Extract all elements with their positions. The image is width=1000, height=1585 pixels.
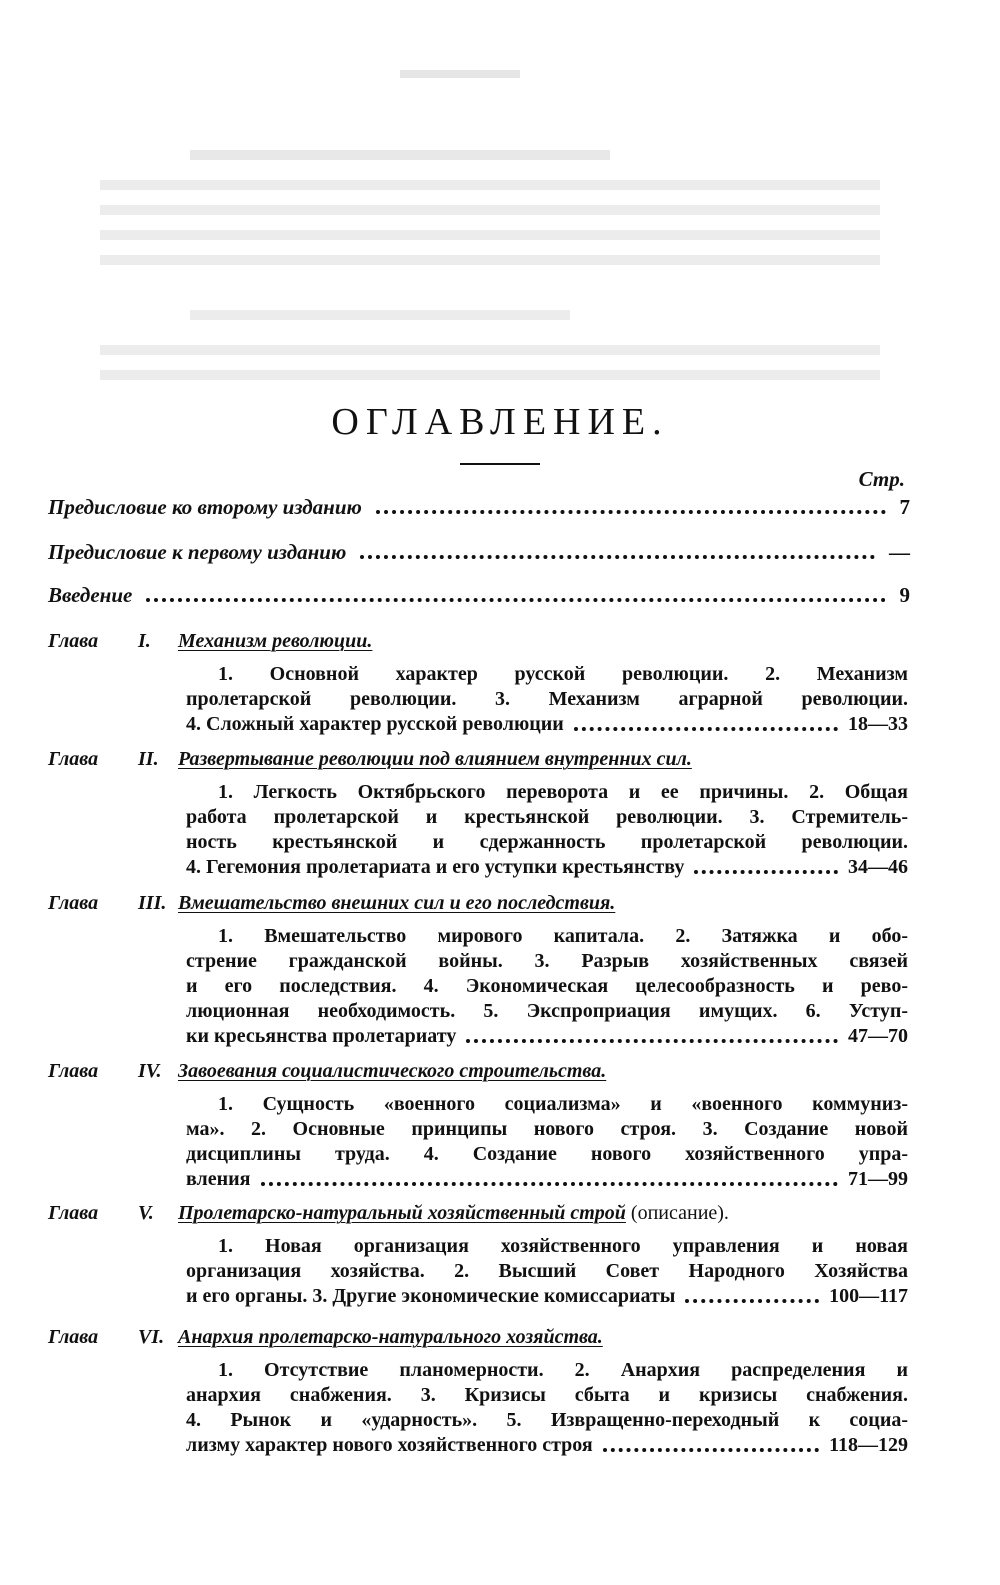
page-title: ОГЛАВЛЕНИЕ. [331,401,669,443]
chapter-word: Глава [48,892,99,914]
chapter-word: Глава [48,630,99,652]
chapter-contents [186,780,908,880]
chapter-contents [186,1092,908,1192]
contents-line: ки кресьянства пролетариату [186,1025,457,1047]
contents-line: вления [186,1168,251,1190]
chapter-heading [48,1060,910,1083]
contents-line: 1. Основной характер русской революции. 2. Механизм [218,663,908,685]
leader-dots [360,555,875,559]
toc-entry-label: Введение [48,583,133,607]
toc-entry-page: 9 [899,583,910,607]
toc-entry-label: Предисловие к первому изданию [48,540,347,564]
chapter-contents [186,1234,908,1309]
chapter-contents [186,1358,908,1458]
contents-line: и его последствия. 4. Экономическая целесообразность и рево- [186,975,908,997]
chapter-pages: 47—70 [848,1025,908,1047]
chapter-number: VI. [138,1326,165,1348]
title-rule [460,463,540,465]
chapter-heading [48,748,910,771]
contents-line: 1. Сущность «военного социализма» и «военного коммуниз- [218,1093,908,1115]
chapter-contents [186,662,908,737]
chapter-pages: 71—99 [848,1168,908,1190]
chapter-pages: 118—129 [829,1434,908,1456]
contents-line: 4. Рынок и «ударность». 5. Извращенно-переходный к социа- [186,1409,908,1431]
contents-line: 4. Гегемония пролетариата и его уступки крестьянству [186,856,685,878]
leader-dots [603,1448,819,1452]
chapter-title: Вмешательство внешних сил и его последствия. [178,892,616,914]
contents-line: пролетарской революции. 3. Механизм аграрной революции. [186,688,908,710]
contents-line: работа пролетарской и крестьянской революции. 3. Стремитель- [186,806,908,828]
chapter-word: Глава [48,1202,99,1224]
chapter-word: Глава [48,748,99,770]
contents-line: ма». 2. Основные принципы нового строя. 3. Создание новой [186,1118,908,1140]
toc-entry-preface-first [48,535,910,565]
contents-line: дисциплины труда. 4. Создание нового хозяйственного упра- [186,1143,908,1165]
chapter-word: Глава [48,1060,99,1082]
contents-line: 4. Сложный характер русской революции [186,713,564,735]
chapter-heading [48,1202,910,1225]
page-column-label: Стр. [858,467,905,491]
leader-dots [685,1299,819,1303]
chapter-number: III. [138,892,167,914]
contents-last-line [186,1433,908,1458]
contents-line: 1. Вмешательство мирового капитала. 2. Затяжка и обо- [218,925,908,947]
chapter-pages: 34—46 [848,856,908,878]
contents-line: 1. Легкость Октябрьского переворота и ее причины. 2. Общая [218,781,908,803]
contents-line: 1. Отсутствие планомерности. 2. Анархия распределения и [218,1359,908,1381]
chapter-number: I. [138,630,151,652]
toc-entry-label: Предисловие ко второму изданию [48,495,362,519]
chapter-heading [48,892,910,915]
contents-last-line [186,1167,908,1192]
contents-line: организация хозяйства. 2. Высший Совет Народного Хозяйства [186,1260,908,1282]
contents-line: анархия снабжения. 3. Кризисы сбыта и кризисы снабжения. [186,1384,908,1406]
contents-last-line [186,855,908,880]
contents-line: люционная необходимость. 5. Экспроприация имущих. 6. Уступ- [186,1000,908,1022]
chapter-pages: 100—117 [829,1285,908,1307]
chapter-word: Глава [48,1326,99,1348]
chapter-title: Развертывание революции под влиянием внутренних сил. [178,748,692,770]
leader-dots [376,510,886,514]
contents-last-line [186,1024,908,1049]
leader-dots [694,870,838,874]
leader-dots [574,727,838,731]
chapter-note: (описание). [630,1202,729,1224]
contents-line: стрение гражданской войны. 3. Разрыв хозяйственных связей [186,950,908,972]
toc-entry-preface-second [48,490,910,520]
chapter-title: Механизм революции. [178,630,373,652]
contents-line: 1. Новая организация хозяйственного управления и новая [218,1235,908,1257]
contents-last-line [186,1284,908,1309]
chapter-heading [48,1326,910,1349]
contents-line: ность крестьянской и сдержанность пролетарской революции. [186,831,908,853]
chapter-heading [48,630,910,653]
leader-dots [261,1182,838,1186]
leader-dots [146,598,885,602]
chapter-number: V. [138,1202,154,1224]
toc-entry-page: — [889,540,910,564]
chapter-pages: 18—33 [848,713,908,735]
chapter-title: Анархия пролетарско-натурального хозяйства. [178,1326,603,1348]
chapter-number: IV. [138,1060,162,1082]
leader-dots [466,1039,838,1043]
contents-last-line [186,712,908,737]
chapter-contents [186,924,908,1049]
toc-entry-page: 7 [899,495,910,519]
contents-line: лизму характер нового хозяйственного строя [186,1434,593,1456]
chapter-number: II. [138,748,159,770]
chapter-title: Пролетарско-натуральный хозяйственный строй [178,1202,626,1224]
contents-line: и его органы. 3. Другие экономические комиссариаты [186,1285,676,1307]
toc-entry-introduction [48,578,910,608]
chapter-title: Завоевания социалистического строительства. [178,1060,607,1082]
